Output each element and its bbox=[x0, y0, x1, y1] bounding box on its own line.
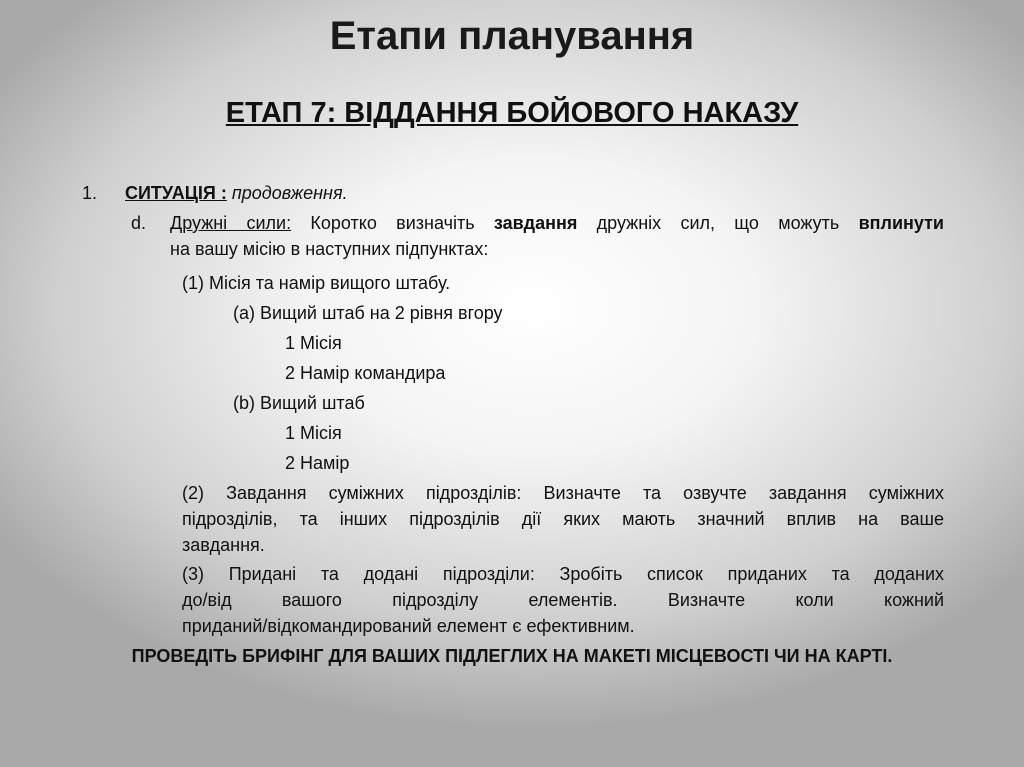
sub-3-line-1: (3) Придані та додані підрозділи: Зробіть список приданих та доданих bbox=[182, 564, 944, 584]
sub-2-line-3: завдання. bbox=[182, 535, 265, 555]
sub-1-text: (1) Місія та намір вищого штабу. bbox=[182, 273, 451, 293]
item-d-text-2: дружніх сил, що можуть bbox=[577, 213, 859, 233]
sub-2-paragraph bbox=[182, 480, 944, 558]
sub-3-line-3: приданий/відкомандирований елемент є ефективним. bbox=[182, 616, 635, 636]
item-1-number: 1. bbox=[82, 183, 98, 203]
briefing-instruction: ПРОВЕДІТЬ БРИФІНГ ДЛЯ ВАШИХ ПІДЛЕГЛИХ НА МАКЕТІ МІСЦЕВОСТІ ЧИ НА КАРТІ. bbox=[131, 646, 893, 666]
sub-1a-text: (a) Вищий штаб на 2 рівня вгору bbox=[233, 303, 503, 323]
item-d-line-1 bbox=[170, 210, 944, 236]
item-1-label: СИТУАЦІЯ : bbox=[125, 183, 227, 203]
slide-subtitle: ЕТАП 7: ВІДДАННЯ БОЙОВОГО НАКАЗУ bbox=[225, 97, 799, 129]
slide-title: Етапи планування bbox=[329, 14, 695, 58]
item-d-bold-1: завдання bbox=[493, 213, 578, 233]
item-d-bold-2: вплинути bbox=[858, 213, 944, 233]
sub-3-paragraph bbox=[182, 561, 944, 639]
item-d-label: Дружні сили: bbox=[170, 213, 292, 233]
sub-1a-point-2: 2 Намір командира bbox=[285, 363, 446, 383]
item-d-line-2: на вашу місію в наступних підпунктах: bbox=[170, 239, 489, 259]
sub-2-line-2: підрозділів, та інших підрозділів дії яких мають значний вплив на ваше bbox=[182, 509, 944, 529]
item-1-heading bbox=[125, 180, 348, 206]
sub-1b-point-1: 1 Місія bbox=[285, 423, 342, 443]
item-d-letter: d. bbox=[131, 213, 147, 233]
item-d-paragraph bbox=[170, 210, 944, 262]
sub-1b-point-2: 2 Намір bbox=[285, 453, 350, 473]
sub-1a-point-1: 1 Місія bbox=[285, 333, 342, 353]
sub-3-line-2: до/від вашого підрозділу елементів. Визначте коли кожний bbox=[182, 590, 944, 610]
item-d-text-1: Коротко визначіть bbox=[291, 213, 494, 233]
item-1-note: продовження. bbox=[231, 183, 348, 203]
sub-2-line-1: (2) Завдання суміжних підрозділів: Визначте та озвучте завдання суміжних bbox=[182, 483, 944, 503]
sub-1b-text: (b) Вищий штаб bbox=[233, 393, 365, 413]
